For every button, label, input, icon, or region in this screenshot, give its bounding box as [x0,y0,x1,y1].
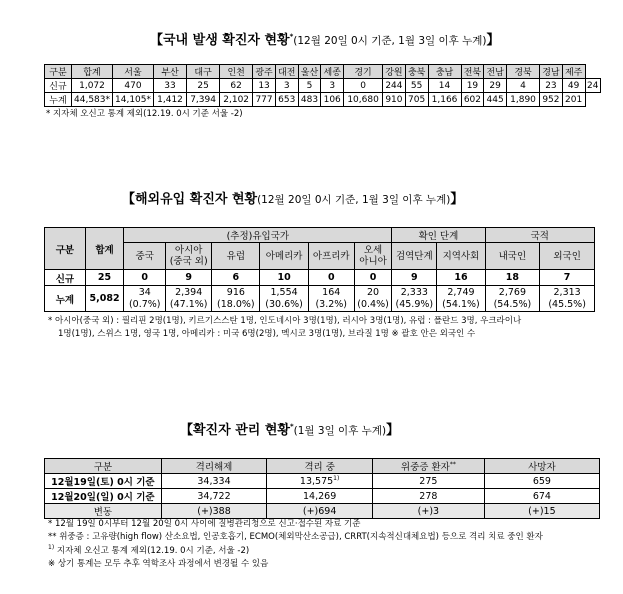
pct-cell: (47.1%) [166,299,212,312]
table-cell: 24 [585,79,601,93]
table-cell [372,504,484,519]
table-cell: 1,412 [154,93,187,107]
sub-header-cell: 검역단계 [392,243,437,270]
section1-subtitle: (12월 20일 0시 기준, 1월 3일 이후 누계) [293,35,487,47]
table-cell: 44,583* [72,93,113,107]
row-label: 누계 [45,93,72,107]
table-cell: 6 [212,270,260,286]
table-row-cumulative [45,93,601,107]
header-released: 격리해제 [161,459,267,474]
header-cell: 경북 [507,65,540,79]
table-cell: 0 [124,270,166,286]
table-cell: 916 [212,286,260,299]
header-cell: 경남 [540,65,563,79]
table-cell: 470 [113,79,154,93]
header-cell: 합계 [72,65,113,79]
table-cell [484,474,599,489]
table-cell: 0 [308,270,354,286]
table-cell: 55 [405,79,428,93]
section3-title-mark: * [289,422,294,431]
section3-note-4: ※ 상기 통계는 모두 추후 역학조사 과정에서 변경될 수 있음 [48,559,269,569]
cell-value: 674 [532,490,551,502]
table-cell: 33 [154,79,187,93]
table-cell: 445 [484,93,507,107]
cell-value: 34,334 [197,475,231,487]
table-row [45,474,600,489]
cell-footnote-mark: 1) [333,474,340,482]
table-row-cumulative [45,286,595,299]
row-label: 12월19일(토) 0시 기준 [45,474,162,489]
section1-note: * 지자체 오신고 통계 제외(12.19. 0시 기준 서울 -2) [46,109,243,119]
table-cell: 910 [383,93,406,107]
table-cell: 483 [298,93,321,107]
row-label: 신규 [45,79,72,93]
table-cell: 14 [428,79,461,93]
header-total: 합계 [85,228,124,270]
header-deaths: 사망자 [484,459,599,474]
header-severe [372,459,484,474]
header-severe-mark: ** [449,460,456,468]
section3-title-end: 】 [386,423,400,438]
table-cell: 705 [405,93,428,107]
table-cell: 10,680 [344,93,383,107]
cell-new-total: 25 [85,270,124,286]
table-cell: 14,105* [113,93,154,107]
cell-value: 34,722 [197,490,231,502]
table-cell [161,474,267,489]
row-label-cumulative: 누계 [45,286,86,312]
table-cell: 10 [260,270,308,286]
table-cell: 2,769 [485,286,540,299]
section3-title [180,419,399,438]
header-gubun: 구분 [45,228,86,270]
table-row [45,489,600,504]
table-cell: 2,313 [540,286,595,299]
section1-title-end: 】 [486,33,500,48]
table-row-cumulative-pct [45,299,595,312]
cell-cum-total: 5,082 [85,286,124,312]
pct-cell: (0.4%) [354,299,392,312]
table-cell: 777 [253,93,276,107]
header-cell: 서울 [113,65,154,79]
table-cell: 201 [562,93,585,107]
header-cell: 충남 [428,65,461,79]
table-cell: 20 [354,286,392,299]
table-cell: 164 [308,286,354,299]
sub-header-cell: 외국인 [540,243,595,270]
table-cell: 0 [344,79,383,93]
section3-note-1: * 12월 19일 0시부터 12월 20일 0시 사이에 질병관리청으로 신고·접수된 자료 기준 [48,519,361,529]
table-cell: 2,749 [437,286,485,299]
cell-value: 14,269 [303,490,337,502]
section2-title-text: 【해외유입 확진자 현황 [122,192,258,207]
sub-header-cell: 중국 [124,243,166,270]
table-cell: 34 [124,286,166,299]
section3-note-3 [48,544,249,556]
table-cell [267,474,373,489]
pct-cell: (18.0%) [212,299,260,312]
section3-subtitle: (1월 3일 이후 누계) [293,425,387,437]
header-country-group: (추정)유입국가 [124,228,392,243]
table-cell: 16 [437,270,485,286]
section2-note-1: * 아시아(중국 외) : 필리핀 2명(1명), 키르기스스탄 1명, 인도네시아 3명(1명), 러시아 3명(1명), 유럽 : 폴란드 3명, 우크라이나 [48,316,522,326]
table-cell: 106 [321,93,344,107]
header-cell: 충북 [405,65,428,79]
table-cell: 7 [540,270,595,286]
sub-header-cell: 오세 아니아 [354,243,392,270]
pct-cell: (54.5%) [485,299,540,312]
table-cell: 5 [298,79,321,93]
table-cell [161,489,267,504]
case-management-table [44,458,600,519]
section2-note-2: 1명(1명), 스위스 1명, 영국 1명, 아메리카 : 미국 6명(2명), 멕시코 3명(1명), 브라질 1명 ※ 괄호 안은 외국인 수 [58,329,476,339]
cell-value: (+)15 [528,505,556,517]
header-cell: 구분 [45,65,72,79]
table-cell: 1,166 [428,93,461,107]
header-cell: 전남 [484,65,507,79]
table-cell: 2,102 [220,93,253,107]
cell-value: (+)388 [197,505,231,517]
header-gubun: 구분 [45,459,162,474]
sub-header-cell: 유럽 [212,243,260,270]
cell-value: 13,575 [299,476,334,488]
header-nation-group: 국적 [485,228,594,243]
header-cell: 부산 [154,65,187,79]
pct-cell: (0.7%) [124,299,166,312]
table-cell: 62 [220,79,253,93]
table-cell [484,489,599,504]
table-header-row-2 [45,243,595,270]
table-cell: 2,394 [166,286,212,299]
table-cell: 2,333 [392,286,437,299]
table-cell: 25 [187,79,220,93]
table-row-new [45,270,595,286]
table-cell [267,489,373,504]
cell-value: 278 [419,490,438,502]
domestic-cases-table [44,64,601,107]
table-row-new [45,79,601,93]
header-cell: 경기 [344,65,383,79]
table-cell: 653 [275,93,298,107]
section2-title-end: 】 [450,192,464,207]
header-confirm-group: 확인 단계 [392,228,485,243]
header-cell: 세종 [321,65,344,79]
pct-cell: (3.2%) [308,299,354,312]
table-cell: 3 [321,79,344,93]
pct-cell: (45.5%) [540,299,595,312]
header-cell: 강원 [383,65,406,79]
header-isolated: 격리 중 [267,459,373,474]
table-cell: 244 [383,79,406,93]
cell-value: 275 [419,475,438,487]
header-cell: 대구 [187,65,220,79]
table-header-row [45,65,601,79]
section3-note-2: ** 위중증 : 고유량(high flow) 산소요법, 인공호흡기, ECMO(체외막산소공급), CRRT(지속적신대체요법) 등으로 격리 치료 중인 환자 [48,532,543,542]
section3-title-text: 【확진자 관리 현황 [180,423,290,438]
header-cell: 인천 [220,65,253,79]
sub-header-cell: 아프리카 [308,243,354,270]
row-label: 12월20일(일) 0시 기준 [45,489,162,504]
section1-title-mark: * [289,32,294,41]
header-cell: 전북 [461,65,484,79]
section2-subtitle: (12월 20일 0시 기준, 1월 3일 이후 누계) [257,194,451,206]
table-cell: 9 [166,270,212,286]
table-cell: 23 [540,79,563,93]
table-header-row [45,459,600,474]
table-cell: 7,394 [187,93,220,107]
table-cell [372,474,484,489]
pct-cell: (54.1%) [437,299,485,312]
section1-title-text: 【국내 발생 확진자 현황 [150,33,290,48]
table-cell: 1,554 [260,286,308,299]
table-cell: 952 [540,93,563,107]
header-cell: 제주 [562,65,585,79]
table-cell: 13 [253,79,276,93]
sub-header-cell: 내국인 [485,243,540,270]
table-header-row-1 [45,228,595,243]
header-cell: 대전 [275,65,298,79]
cell-value: (+)694 [302,505,337,517]
pct-cell: (30.6%) [260,299,308,312]
row-label-new: 신규 [45,270,86,286]
header-cell: 울산 [298,65,321,79]
imported-cases-table [44,227,595,312]
section1-title [150,29,500,48]
table-cell: 602 [461,93,484,107]
section3-note-3-mark: 1) [48,544,55,552]
row-label: 변동 [45,504,162,519]
table-cell: 19 [461,79,484,93]
table-cell: 3 [275,79,298,93]
pct-cell: (45.9%) [392,299,437,312]
sub-header-cell: 지역사회 [437,243,485,270]
table-cell: 49 [562,79,585,93]
table-cell: 29 [484,79,507,93]
table-cell: 1,890 [507,93,540,107]
table-cell: 4 [507,79,540,93]
table-cell: 9 [392,270,437,286]
table-cell: 1,072 [72,79,113,93]
table-cell [484,504,599,519]
section2-title [122,188,463,207]
header-severe-text: 위중증 환자 [400,462,450,473]
cell-value: 659 [532,475,551,487]
cell-value: (+)3 [417,505,440,517]
sub-header-cell: 아메리카 [260,243,308,270]
table-cell [372,489,484,504]
header-cell: 광주 [253,65,276,79]
table-cell: 18 [485,270,540,286]
table-cell: 0 [354,270,392,286]
sub-header-cell: 아시아 (중국 외) [166,243,212,270]
section3-note-3-text: 지자체 오신고 통계 제외(12.19. 0시 기준, 서울 -2) [54,546,250,556]
